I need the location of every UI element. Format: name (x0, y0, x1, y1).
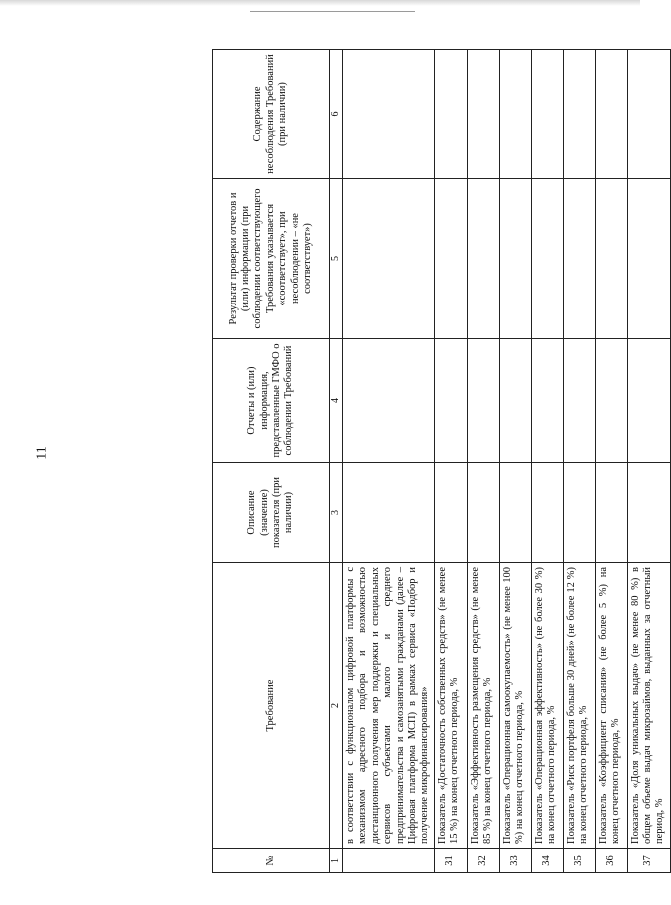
row-check-result (434, 179, 467, 339)
row-requirement: Показатель «Операционная самоокупаемость» (не менее 100 %) на конец отчетного периода, % (499, 563, 531, 849)
row-noncompliance (434, 50, 467, 179)
requirements-table (212, 49, 671, 873)
header-number: № (213, 849, 330, 873)
column-number: 5 (330, 179, 343, 339)
header-check-result: Результат проверки отчетов и (или) информации (при соблюдении соответствующего Требования указывается «соответствует», при несоблюдении – «не соответствует») (213, 179, 330, 339)
row-noncompliance (595, 50, 627, 179)
header-requirement: Требование (213, 563, 330, 849)
row-requirement: в соответствии с функционалом цифровой платформы с механизмом адресного подбора и возможностью дистанционного получения мер поддержки и специальных сервисов субъектами малого и среднего предпринимательства и самозанятыми гражданами (далее – Цифровая платформа МСП) в рамках сервиса «Подбор и получение микрофинансирования» (343, 563, 435, 849)
row-requirement: Показатель «Операционная эффективность» (не более 30 %) на конец отчетного периода, % (531, 563, 563, 849)
row-description (563, 463, 595, 563)
row-noncompliance (563, 50, 595, 179)
row-noncompliance (499, 50, 531, 179)
row-description (343, 463, 435, 563)
table-row (467, 50, 499, 873)
row-requirement: Показатель «Эффективность размещения средств» (не менее 85 %) на конец отчетного периода, % (467, 563, 499, 849)
row-number (343, 849, 435, 873)
row-check-result (499, 179, 531, 339)
column-number: 6 (330, 50, 343, 179)
row-noncompliance (343, 50, 435, 179)
row-number: 31 (434, 849, 467, 873)
row-description (434, 463, 467, 563)
row-description (595, 463, 627, 563)
row-requirement: Показатель «Достаточность собственных средств» (не менее 15 %) на конец отчетного периода, % (434, 563, 467, 849)
column-number: 3 (330, 463, 343, 563)
column-number: 4 (330, 339, 343, 463)
row-description (531, 463, 563, 563)
row-reports (595, 339, 627, 463)
row-reports (434, 339, 467, 463)
row-description (499, 463, 531, 563)
row-check-result (343, 179, 435, 339)
row-reports (531, 339, 563, 463)
row-requirement: Показатель «Риск портфеля больше 30 дней» (не более 12 %) на конец отчетного периода, % (563, 563, 595, 849)
table-row (499, 50, 531, 873)
row-check-result (627, 179, 670, 339)
column-number: 1 (330, 849, 343, 873)
header-noncompliance: Содержание несоблюдения Требований (при наличии) (213, 50, 330, 179)
column-number: 2 (330, 563, 343, 849)
row-description (627, 463, 670, 563)
table-row (595, 50, 627, 873)
row-number: 37 (627, 849, 670, 873)
header-reports: Отчеты и (или) информация, представленные ГМФО о соблюдении Требований (213, 339, 330, 463)
row-number: 33 (499, 849, 531, 873)
row-check-result (595, 179, 627, 339)
row-noncompliance (627, 50, 670, 179)
table-row (627, 50, 670, 873)
header-description: Описание (значение) показателя (при наличии) (213, 463, 330, 563)
row-number: 35 (563, 849, 595, 873)
row-description (467, 463, 499, 563)
header-row (213, 50, 330, 873)
row-check-result (563, 179, 595, 339)
row-reports (343, 339, 435, 463)
row-number: 34 (531, 849, 563, 873)
table-row (563, 50, 595, 873)
row-number: 32 (467, 849, 499, 873)
row-check-result (531, 179, 563, 339)
row-noncompliance (531, 50, 563, 179)
table-row (343, 50, 435, 873)
column-number-row (330, 50, 343, 873)
row-reports (627, 339, 670, 463)
row-number: 36 (595, 849, 627, 873)
row-reports (499, 339, 531, 463)
table-row (531, 50, 563, 873)
row-reports (563, 339, 595, 463)
row-requirement: Показатель «Доля уникальных выдач» (не менее 80 %) в общем объеме выдач микрозаймов, выданных за отчетный период, % (627, 563, 670, 849)
row-requirement: Показатель «Коэффициент списания» (не более 5 %) на конец отчетного периода, % (595, 563, 627, 849)
table-row (434, 50, 467, 873)
row-noncompliance (467, 50, 499, 179)
row-check-result (467, 179, 499, 339)
page-number: 11 (34, 446, 50, 460)
row-reports (467, 339, 499, 463)
